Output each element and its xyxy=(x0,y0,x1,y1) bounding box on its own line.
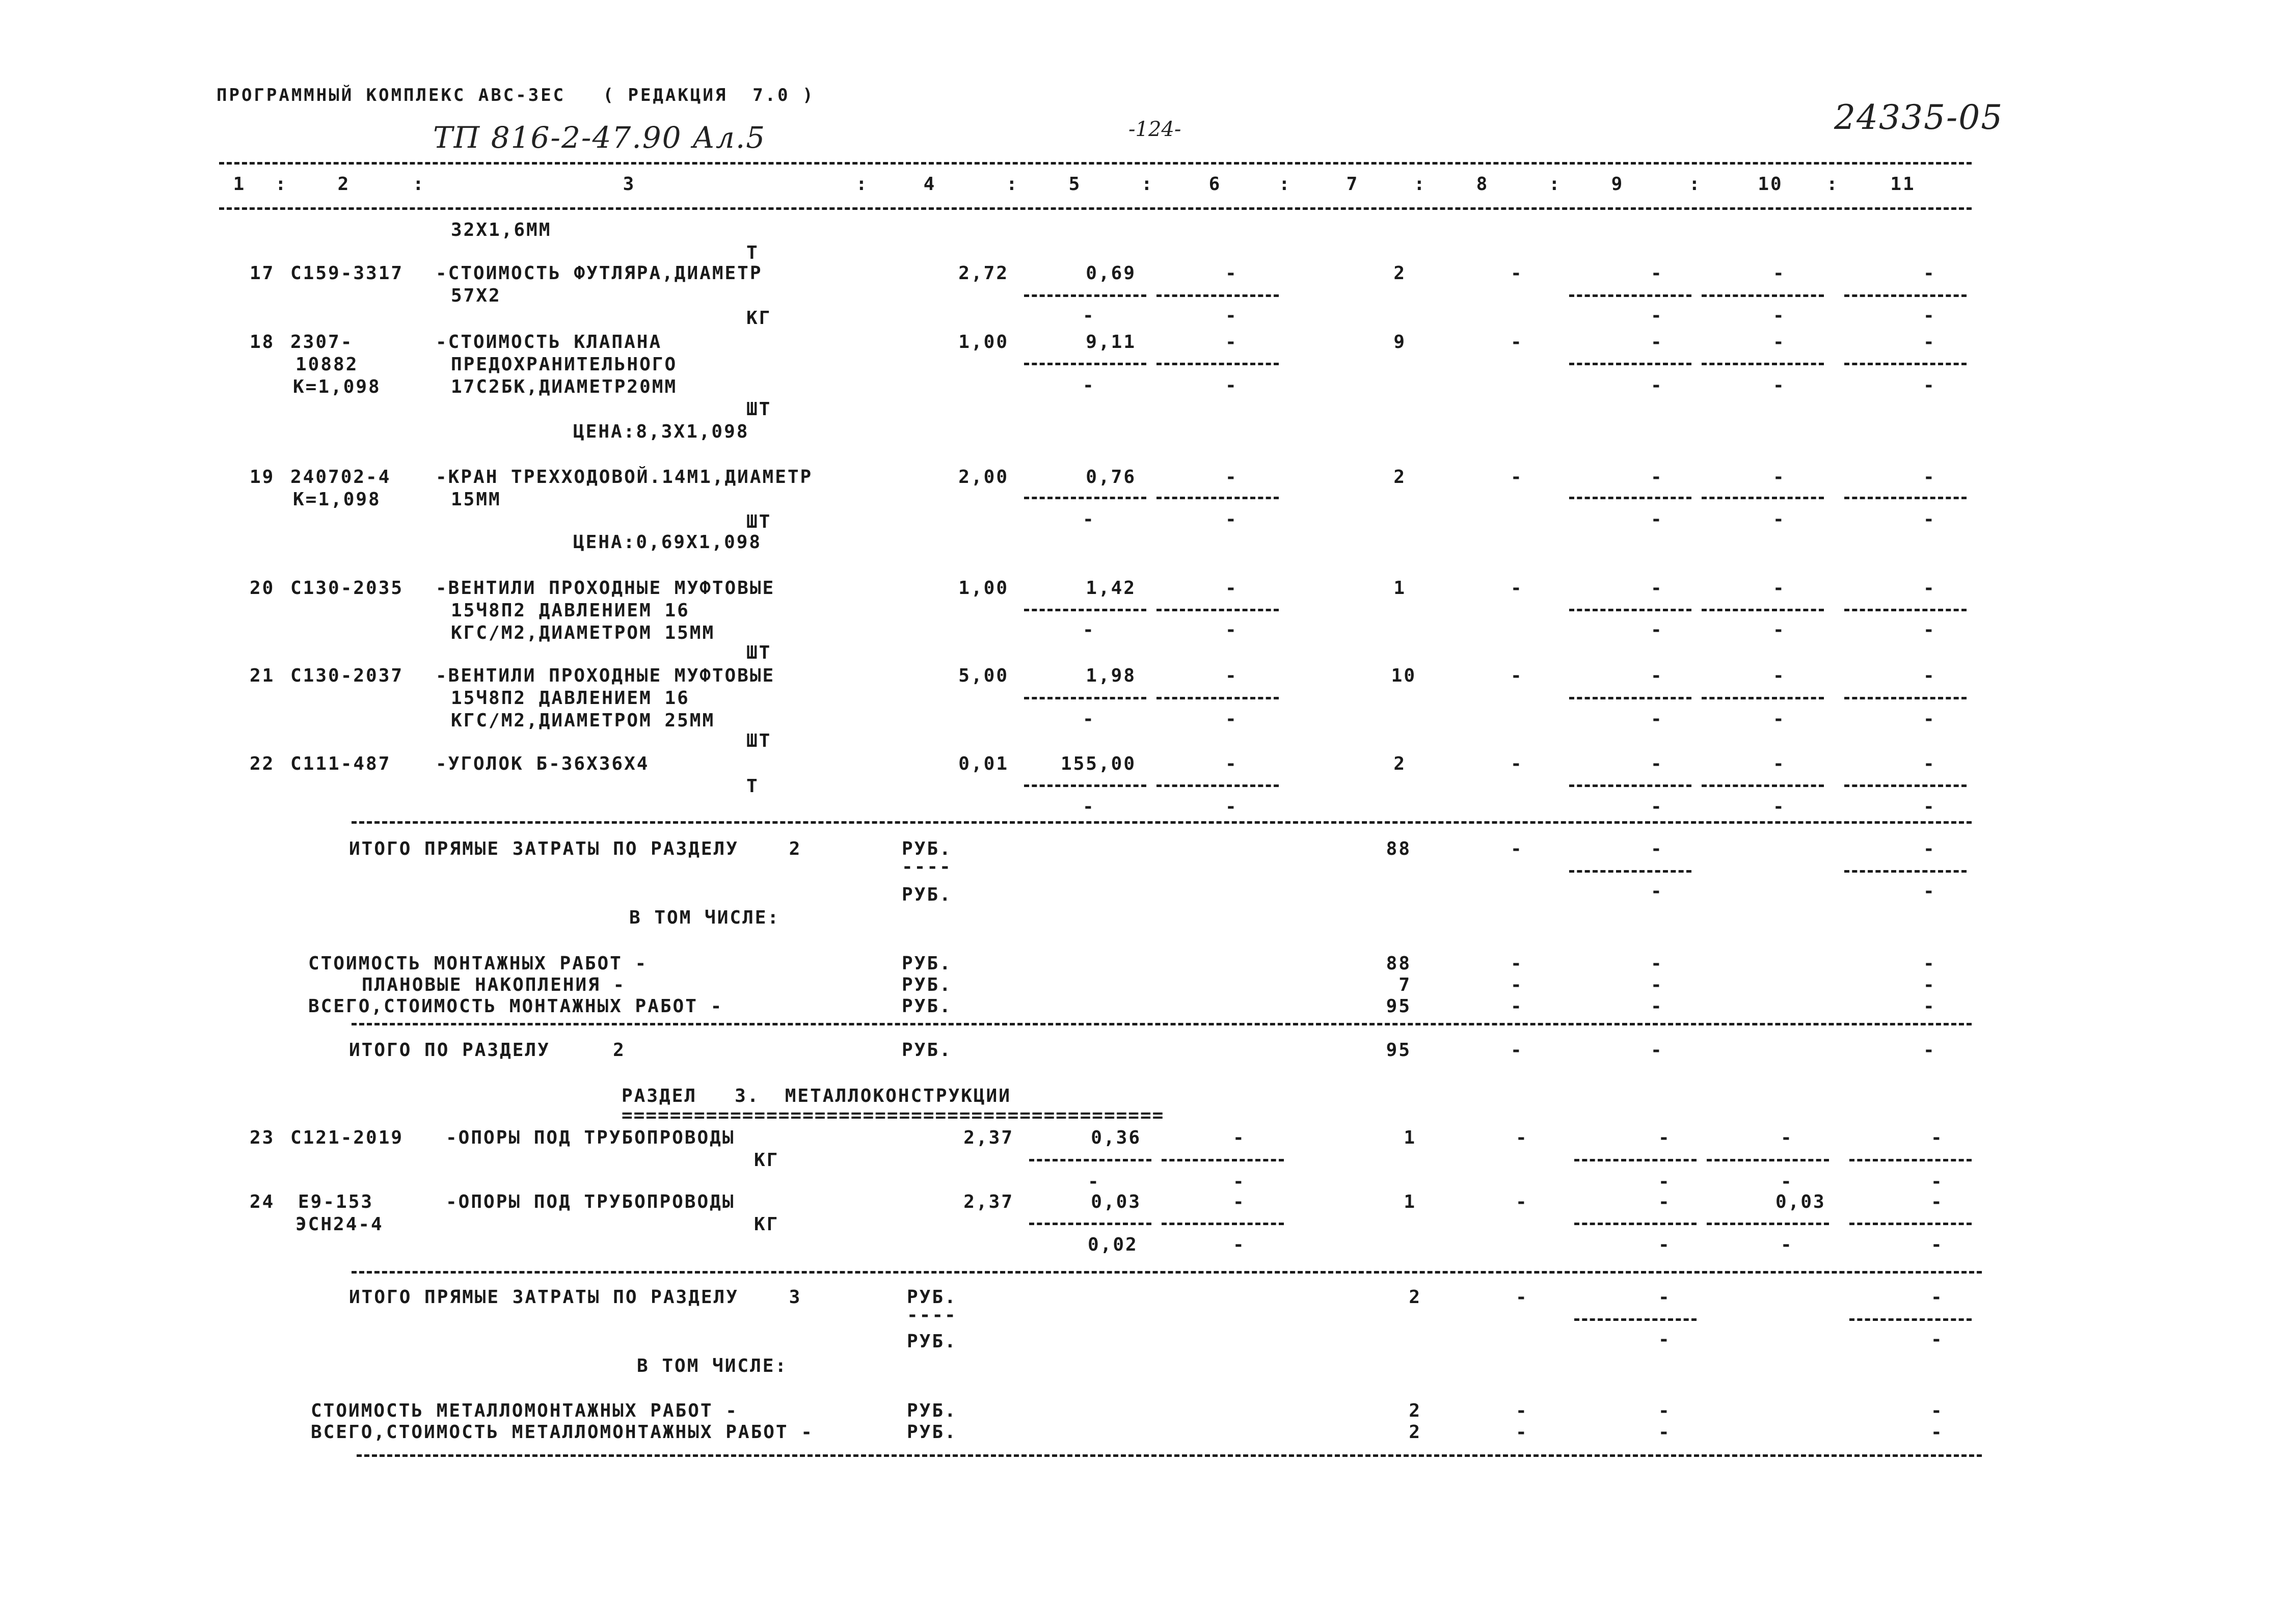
row-name: 15ММ xyxy=(451,489,501,510)
header-bottom-rule xyxy=(219,207,1972,210)
row-unit: КГ xyxy=(754,1150,779,1171)
row-number: 18 xyxy=(250,332,275,353)
row-col9: - xyxy=(1651,332,1663,353)
row-name: КГС/М2,ДИАМЕТРОМ 15ММ xyxy=(451,622,715,643)
sub-rule xyxy=(1702,294,1824,297)
row-qty: 2,37 xyxy=(963,1127,1014,1148)
col-sep: : xyxy=(1006,174,1019,195)
sub-rule xyxy=(1574,1318,1697,1321)
sub-dash: - xyxy=(1923,375,1936,396)
row-col8: - xyxy=(1516,1127,1528,1148)
row-unit: ШТ xyxy=(746,642,772,663)
sub-dash: - xyxy=(1083,619,1095,640)
section2-dash: - xyxy=(1923,838,1936,859)
row-name: 17С2БК,ДИАМЕТР20ММ xyxy=(451,376,678,397)
row-col8: - xyxy=(1516,1192,1528,1212)
row-col5: 155,00 xyxy=(1060,753,1136,774)
sub-rule xyxy=(1844,609,1967,611)
row-col7: 2 xyxy=(1393,753,1406,774)
section3-in-which: В ТОМ ЧИСЛЕ: xyxy=(637,1356,788,1376)
header-top-rule xyxy=(219,162,1972,165)
sub-rule xyxy=(1707,1223,1829,1225)
section2-planned-value: 7 xyxy=(1398,975,1411,995)
section2-dash: - xyxy=(1923,953,1936,974)
sub-dash: - xyxy=(1225,375,1238,396)
sub-dash: - xyxy=(1651,305,1663,326)
sub-rule xyxy=(1156,294,1279,297)
row-price-note: ЦЕНА:8,3X1,098 xyxy=(573,421,749,442)
sub-value: - xyxy=(1931,1234,1944,1255)
col-sep: : xyxy=(1549,174,1562,195)
row-name: -ОПОРЫ ПОД ТРУБОПРОВОДЫ xyxy=(446,1192,735,1212)
row-qty: 2,00 xyxy=(958,467,1009,488)
col-header-5: 5 xyxy=(1068,174,1082,195)
row-qty: 1,00 xyxy=(958,332,1009,353)
sub-value: - xyxy=(1781,1171,1793,1192)
section2-total-value: 95 xyxy=(1386,1040,1411,1061)
sub-rule xyxy=(1024,363,1146,365)
col-header-6: 6 xyxy=(1208,174,1222,195)
sub-rule xyxy=(1156,497,1279,499)
section2-dash: - xyxy=(1511,975,1523,995)
section3-total-metal-label: ВСЕГО,СТОИМОСТЬ МЕТАЛЛОМОНТАЖНЫХ РАБОТ - xyxy=(311,1422,814,1443)
col-sep: : xyxy=(275,174,288,195)
section2-total-install-value: 95 xyxy=(1386,996,1411,1017)
row-col9: - xyxy=(1658,1127,1671,1148)
row-col7: 9 xyxy=(1393,332,1406,353)
row-name: КГС/М2,ДИАМЕТРОМ 25ММ xyxy=(451,710,715,731)
sub-dash: - xyxy=(1225,796,1238,817)
sub-rule xyxy=(1707,1159,1829,1161)
row-name: ПРЕДОХРАНИТЕЛЬНОГО xyxy=(451,354,678,375)
sub-rule xyxy=(1569,870,1691,873)
sub-value: - xyxy=(1931,1171,1944,1192)
section3-dash: - xyxy=(1516,1287,1528,1308)
row-name: 15Ч8П2 ДАВЛЕНИЕМ 16 xyxy=(451,688,690,709)
col-header-4: 4 xyxy=(923,174,936,195)
section3-title: РАЗДЕЛ 3. МЕТАЛЛОКОНСТРУКЦИИ xyxy=(622,1086,1011,1106)
row-col6: - xyxy=(1225,753,1238,774)
sub-rule xyxy=(1024,697,1146,699)
sub-rule xyxy=(1569,363,1691,365)
section3-dash: - xyxy=(1516,1422,1528,1443)
sub-dash: - xyxy=(1651,796,1663,817)
sub-rule xyxy=(1844,294,1967,297)
col-header-1: 1 xyxy=(233,174,246,195)
sub-rule xyxy=(1844,497,1967,499)
row-col5: 0,76 xyxy=(1086,467,1136,488)
sub-rule xyxy=(1569,497,1691,499)
sub-dash: - xyxy=(1225,509,1238,530)
sub-dash: - xyxy=(1083,509,1095,530)
row-qty: 5,00 xyxy=(958,665,1009,686)
row-col10: - xyxy=(1773,332,1786,353)
row-number: 17 xyxy=(250,263,275,284)
sub-rule xyxy=(1569,294,1691,297)
row-name: 57X2 xyxy=(451,285,501,306)
col-sep: : xyxy=(1689,174,1702,195)
section3-dash: - xyxy=(1658,1329,1671,1350)
sub-rule xyxy=(1569,784,1691,787)
row-col5: 0,03 xyxy=(1091,1192,1141,1212)
col-sep: : xyxy=(1141,174,1154,195)
section2-rub-dash: ---- xyxy=(902,856,952,877)
sub-value: - xyxy=(1658,1171,1671,1192)
sub-rule xyxy=(1849,1159,1972,1161)
sub-value: - xyxy=(1658,1234,1671,1255)
sub-dash: - xyxy=(1923,509,1936,530)
row-code: С130-2035 xyxy=(290,578,404,599)
row-number: 24 xyxy=(250,1192,275,1212)
archive-stamp: 24335-05 xyxy=(1834,98,2004,137)
section2-dash: - xyxy=(1651,838,1663,859)
program-title: ПРОГРАММНЫЙ КОМПЛЕКС АВС-3ЕС ( РЕДАКЦИЯ 7.0 ) xyxy=(217,85,815,105)
section2-dash: - xyxy=(1923,975,1936,995)
row-col10: 0,03 xyxy=(1775,1192,1826,1212)
section2-dash: - xyxy=(1511,838,1523,859)
sub-rule xyxy=(1702,363,1824,365)
sub-rule xyxy=(1029,1159,1151,1161)
col-sep: : xyxy=(856,174,869,195)
row-col9: - xyxy=(1651,467,1663,488)
col-sep: : xyxy=(1826,174,1839,195)
col-header-10: 10 xyxy=(1758,174,1783,195)
sub-rule xyxy=(1156,697,1279,699)
row-col7: 10 xyxy=(1391,665,1416,686)
row-col8: - xyxy=(1511,753,1523,774)
row-col11: - xyxy=(1923,467,1936,488)
col-header-8: 8 xyxy=(1476,174,1489,195)
sub-value: - xyxy=(1233,1234,1246,1255)
sub-rule xyxy=(1024,784,1146,787)
sub-dash: - xyxy=(1083,796,1095,817)
row-name: -СТОИМОСТЬ КЛАПАНА xyxy=(436,332,662,353)
sub-rule xyxy=(1029,1223,1151,1225)
sub-dash: - xyxy=(1651,619,1663,640)
row-col5: 0,36 xyxy=(1091,1127,1141,1148)
row-col6: - xyxy=(1225,578,1238,599)
row-code: С121-2019 xyxy=(290,1127,404,1148)
section2-dash: - xyxy=(1923,881,1936,902)
col-header-3: 3 xyxy=(623,174,636,195)
sub-dash: - xyxy=(1923,709,1936,729)
row-col11: - xyxy=(1923,578,1936,599)
col-header-7: 7 xyxy=(1346,174,1359,195)
section2-planned-label: ПЛАНОВЫЕ НАКОПЛЕНИЯ - xyxy=(362,975,626,995)
sub-rule xyxy=(1702,697,1824,699)
row-unit: Т xyxy=(746,776,759,797)
sub-rule xyxy=(1569,609,1691,611)
section3-dash: - xyxy=(1931,1400,1944,1421)
sub-dash: - xyxy=(1651,375,1663,396)
sub-rule xyxy=(1574,1159,1697,1161)
row-col7: 2 xyxy=(1393,263,1406,284)
row-code: 2307- xyxy=(290,332,354,353)
row-number: 20 xyxy=(250,578,275,599)
sub-rule xyxy=(1844,697,1967,699)
section3-metal-value: 2 xyxy=(1409,1400,1421,1421)
section2-dash: - xyxy=(1651,975,1663,995)
row-col6: - xyxy=(1233,1127,1246,1148)
row-col9: - xyxy=(1651,665,1663,686)
row-col10: - xyxy=(1773,665,1786,686)
sub-rule xyxy=(1844,363,1967,365)
row-code: Е9-153 xyxy=(298,1192,374,1212)
section3-dash: - xyxy=(1931,1422,1944,1443)
section3-direct-value: 2 xyxy=(1409,1287,1421,1308)
row-col11: - xyxy=(1923,665,1936,686)
row-qty: 2,37 xyxy=(963,1192,1014,1212)
section3-total-rule xyxy=(352,1271,1982,1274)
sub-rule xyxy=(1156,609,1279,611)
row-col9: - xyxy=(1651,753,1663,774)
row-col8: - xyxy=(1511,332,1523,353)
sub-value: - xyxy=(1781,1234,1793,1255)
sub-rule xyxy=(1702,497,1824,499)
sub-dash: - xyxy=(1083,709,1095,729)
sub-rule xyxy=(1162,1223,1284,1225)
sub-dash: - xyxy=(1773,619,1786,640)
sub-dash: - xyxy=(1773,796,1786,817)
page-number: -124- xyxy=(1128,118,1181,141)
row-name: -ВЕНТИЛИ ПРОХОДНЫЕ МУФТОВЫЕ xyxy=(436,578,775,599)
section3-rub: РУБ. xyxy=(907,1422,957,1443)
row-col9: - xyxy=(1658,1192,1671,1212)
row-code: 240702-4 xyxy=(290,467,391,488)
row-col7: 1 xyxy=(1404,1127,1416,1148)
section3-rub: РУБ. xyxy=(907,1287,957,1308)
sub-rule xyxy=(1844,784,1967,787)
sub-rule xyxy=(1569,697,1691,699)
section2-rub: РУБ. xyxy=(902,884,952,905)
section3-direct-costs-label: ИТОГО ПРЯМЫЕ ЗАТРАТЫ ПО РАЗДЕЛУ 3 xyxy=(349,1287,802,1308)
row-name: -СТОИМОСТЬ ФУТЛЯРА,ДИАМЕТР xyxy=(436,263,763,284)
row-code: K=1,098 xyxy=(293,489,381,510)
sub-rule xyxy=(1702,609,1824,611)
row-name: -КРАН ТРЕХХОДОВОЙ.14М1,ДИАМЕТР xyxy=(436,467,813,488)
row-unit: ШТ xyxy=(746,730,772,751)
sub-dash: - xyxy=(1773,375,1786,396)
row-col11: - xyxy=(1931,1127,1944,1148)
section2-total-install-label: ВСЕГО,СТОИМОСТЬ МОНТАЖНЫХ РАБОТ - xyxy=(308,996,723,1017)
sub-dash: - xyxy=(1923,305,1936,326)
row-unit: ШТ xyxy=(746,511,772,532)
section3-dash: - xyxy=(1931,1287,1944,1308)
row-code: ЭСН24-4 xyxy=(295,1214,384,1235)
section2-direct-value: 88 xyxy=(1386,838,1411,859)
row-code: С159-3317 xyxy=(290,263,404,284)
section3-rub: РУБ. xyxy=(907,1400,957,1421)
col-sep: : xyxy=(1414,174,1427,195)
continuation-name: 32X1,6ММ xyxy=(451,220,552,240)
section2-dash: - xyxy=(1651,1040,1663,1061)
row-col5: 1,42 xyxy=(1086,578,1136,599)
section3-total-metal-value: 2 xyxy=(1409,1422,1421,1443)
row-code: С111-487 xyxy=(290,753,391,774)
row-number: 22 xyxy=(250,753,275,774)
sub-rule xyxy=(1024,497,1146,499)
sub-rule xyxy=(1156,363,1279,365)
row-col9: - xyxy=(1651,578,1663,599)
sub-dash: - xyxy=(1773,305,1786,326)
row-number: 23 xyxy=(250,1127,275,1148)
row-col11: - xyxy=(1923,263,1936,284)
continuation-unit: Т xyxy=(746,242,759,263)
section3-underline: ============================================= xyxy=(622,1105,1165,1126)
row-col8: - xyxy=(1511,665,1523,686)
section2-rub: РУБ. xyxy=(902,975,952,995)
row-col6: - xyxy=(1225,467,1238,488)
row-col6: - xyxy=(1225,263,1238,284)
section2-dash: - xyxy=(1651,996,1663,1017)
sub-dash: - xyxy=(1923,796,1936,817)
row-col9: - xyxy=(1651,263,1663,284)
row-col6: - xyxy=(1225,665,1238,686)
section3-bottom-rule xyxy=(357,1454,1982,1457)
sub-rule xyxy=(1574,1223,1697,1225)
sub-value: 0,02 xyxy=(1088,1234,1138,1255)
sub-dash: - xyxy=(1923,619,1936,640)
row-qty: 0,01 xyxy=(958,753,1009,774)
col-header-11: 11 xyxy=(1890,174,1916,195)
col-header-9: 9 xyxy=(1611,174,1624,195)
sub-rule xyxy=(1844,870,1967,873)
row-col10: - xyxy=(1781,1127,1793,1148)
section3-rub-dash: ---- xyxy=(907,1305,957,1325)
row-unit: КГ xyxy=(754,1214,779,1235)
row-name: 15Ч8П2 ДАВЛЕНИЕМ 16 xyxy=(451,600,690,621)
row-col11: - xyxy=(1923,753,1936,774)
row-col10: - xyxy=(1773,263,1786,284)
sub-dash: - xyxy=(1651,509,1663,530)
row-qty: 2,72 xyxy=(958,263,1009,284)
row-col5: 9,11 xyxy=(1086,332,1136,353)
row-code: K=1,098 xyxy=(293,376,381,397)
row-col10: - xyxy=(1773,467,1786,488)
section3-dash: - xyxy=(1658,1287,1671,1308)
section2-dash: - xyxy=(1511,996,1523,1017)
sub-dash: - xyxy=(1083,375,1095,396)
row-col6: - xyxy=(1233,1192,1246,1212)
section2-in-which: В ТОМ ЧИСЛЕ: xyxy=(629,907,781,928)
sub-dash: - xyxy=(1773,709,1786,729)
section2-install-value: 88 xyxy=(1386,953,1411,974)
row-price-note: ЦЕНА:0,69X1,098 xyxy=(573,532,762,553)
section2-dash: - xyxy=(1651,881,1663,902)
document-reference: ТП 816-2-47.90 Ал.5 xyxy=(433,120,766,155)
sub-value: - xyxy=(1233,1171,1246,1192)
row-col8: - xyxy=(1511,467,1523,488)
row-col6: - xyxy=(1225,332,1238,353)
col-header-2: 2 xyxy=(337,174,351,195)
section2-install-cost-label: СТОИМОСТЬ МОНТАЖНЫХ РАБОТ - xyxy=(308,953,648,974)
row-name: -ВЕНТИЛИ ПРОХОДНЫЕ МУФТОВЫЕ xyxy=(436,665,775,686)
section3-dash: - xyxy=(1931,1329,1944,1350)
sub-dash: - xyxy=(1651,709,1663,729)
row-col7: 1 xyxy=(1404,1192,1416,1212)
row-number: 19 xyxy=(250,467,275,488)
row-col5: 1,98 xyxy=(1086,665,1136,686)
row-col10: - xyxy=(1773,578,1786,599)
col-sep: : xyxy=(413,174,425,195)
section3-metal-cost-label: СТОИМОСТЬ МЕТАЛЛОМОНТАЖНЫХ РАБОТ - xyxy=(311,1400,738,1421)
sub-dash: - xyxy=(1225,305,1238,326)
row-name: -УГОЛОК Б-36X36X4 xyxy=(436,753,650,774)
row-col7: 2 xyxy=(1393,467,1406,488)
row-unit: ШТ xyxy=(746,399,772,420)
row-code: 10882 xyxy=(295,354,359,375)
sub-rule xyxy=(1024,294,1146,297)
section2-dash: - xyxy=(1511,1040,1523,1061)
col-sep: : xyxy=(1279,174,1292,195)
section2-dash: - xyxy=(1511,953,1523,974)
sub-rule xyxy=(1162,1159,1284,1161)
row-col5: 0,69 xyxy=(1086,263,1136,284)
section2-total-label: ИТОГО ПО РАЗДЕЛУ 2 xyxy=(349,1040,626,1061)
section3-dash: - xyxy=(1658,1422,1671,1443)
section2-rub: РУБ. xyxy=(902,996,952,1017)
row-col7: 1 xyxy=(1393,578,1406,599)
section3-dash: - xyxy=(1658,1400,1671,1421)
sub-rule xyxy=(1702,784,1824,787)
section2-dash: - xyxy=(1923,996,1936,1017)
section2-direct-costs-label: ИТОГО ПРЯМЫЕ ЗАТРАТЫ ПО РАЗДЕЛУ 2 xyxy=(349,838,802,859)
section3-rub: РУБ. xyxy=(907,1331,957,1352)
sub-dash: - xyxy=(1225,619,1238,640)
sub-dash: - xyxy=(1225,709,1238,729)
section2-rub: РУБ. xyxy=(902,953,952,974)
section2-total-rule xyxy=(352,821,1972,824)
section2-dash: - xyxy=(1651,953,1663,974)
section2-dash: - xyxy=(1923,1040,1936,1061)
section3-dash: - xyxy=(1516,1400,1528,1421)
section2-rub: РУБ. xyxy=(902,838,952,859)
row-col10: - xyxy=(1773,753,1786,774)
sub-value: - xyxy=(1088,1171,1100,1192)
row-col11: - xyxy=(1923,332,1936,353)
sub-rule xyxy=(1849,1318,1972,1321)
row-unit: КГ xyxy=(746,308,772,329)
row-col8: - xyxy=(1511,263,1523,284)
sub-rule xyxy=(1156,784,1279,787)
sub-rule xyxy=(1024,609,1146,611)
row-col8: - xyxy=(1511,578,1523,599)
sub-dash: - xyxy=(1773,509,1786,530)
section2-section-rule xyxy=(352,1023,1972,1025)
section2-rub: РУБ. xyxy=(902,1040,952,1061)
row-qty: 1,00 xyxy=(958,578,1009,599)
row-name: -ОПОРЫ ПОД ТРУБОПРОВОДЫ xyxy=(446,1127,735,1148)
row-code: С130-2037 xyxy=(290,665,404,686)
sub-rule xyxy=(1849,1223,1972,1225)
sub-dash: - xyxy=(1083,305,1095,326)
row-number: 21 xyxy=(250,665,275,686)
row-col11: - xyxy=(1931,1192,1944,1212)
